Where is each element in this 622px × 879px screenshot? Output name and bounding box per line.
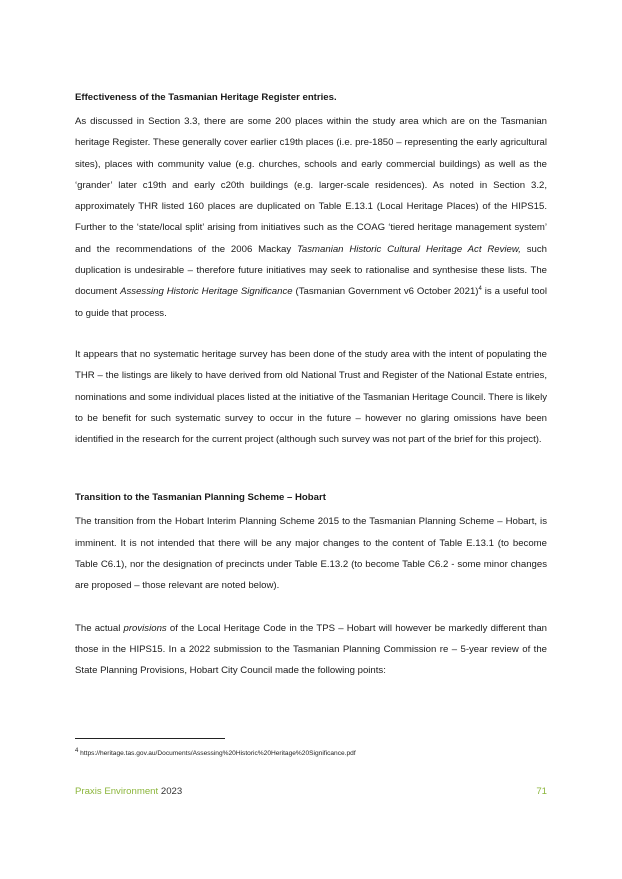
section-heading-transition: Transition to the Tasmanian Planning Scheme – Hobart [75,492,326,504]
text-run: is a useful tool to guide that process. [75,286,547,319]
italic-act-review: Tasmanian Historic Cultural Heritage Act Review, [296,243,521,255]
section-heading-effectiveness: Effectiveness of the Tasmanian Heritage Register entries. [75,92,337,103]
paragraph-heritage-survey: It appears that no systematic heritage survey has been done of the study area with the intent of populating the THR – the listings are likely to have derived from old National Trust and Register of the National Estate entries, nominations and some individual places listed at the initiative of the Tasmanian Heritage Council. There is likely to be benefit for such systematic survey to occur in the future – however no glaring omissions have been identified in the research for the current project (although such survey was not part of the brief for this project). [75,348,547,446]
page-number: 71 [536,786,547,797]
footer-company: Praxis Environment [75,786,159,797]
text-run: As discussed in Section 3.3, there are some 200 places within the study area which are on the Tasmanian heritage Register. These generally cover earlier c19th places (i.e. pre-1850 – representing the early agricultural sites), places with community value (e.g. churches, schools and early commercial buildings) as well as the ‘grander’ later c19th and early c20th buildings (e.g. larger-scale residences). As noted in Section 3.2, approximately THR listed 160 places are duplicated on Table E.13.1 (Local Heritage Places) of the HIPS15. Further to the ‘state/local split’ arising from initiatives such as the COAG ‘tiered heritage management system’ and the recommendations of the 2006 Mackay [75,116,547,255]
footnote-reference: 4 [478,286,482,293]
text-run: such duplication is undesirable – therefore future initiatives may seek to rationalise and synthesise these lists. The document [75,243,547,298]
italic-document-title: Assessing Historic Heritage Significance [120,286,293,298]
text-run: of the Local Heritage Code in the TPS – Hobart will however be markedly different than those in the HIPS15. In a 2022 submission to the Tasmanian Planning Commission re – 5-year review of the State Planning Provisions, Hobart City Council made the following points: [75,622,547,677]
page-footer [75,786,547,797]
paragraph-provisions [75,618,547,682]
text-run: The actual [75,622,124,634]
footer-year: 2023 [158,786,183,797]
paragraph-transition: The transition from the Hobart Interim Planning Scheme 2015 to the Tasmanian Planning Scheme – Hobart, is imminent. It is not intended that there will be any major changes to the content of Table E.13.1 (to become Table C6.1), nor the designation of precincts under Table E.13.2 (to become Table C6.2 - some minor changes are proposed – those relevant are noted below). [75,516,547,592]
footnote-divider [75,738,225,739]
paragraph-thr-overview [75,111,547,324]
text-run: (Tasmanian Government v6 October 2021) [292,286,479,298]
page-content [75,92,547,682]
footer-brand [75,786,182,797]
italic-provisions: provisions [123,622,167,634]
footnote-number: 4 [75,747,79,754]
footnote-url: https://heritage.tas.gov.au/Documents/Assessing%20Historic%20Heritage%20Significance.pdf [78,750,356,757]
footnote [75,747,356,757]
